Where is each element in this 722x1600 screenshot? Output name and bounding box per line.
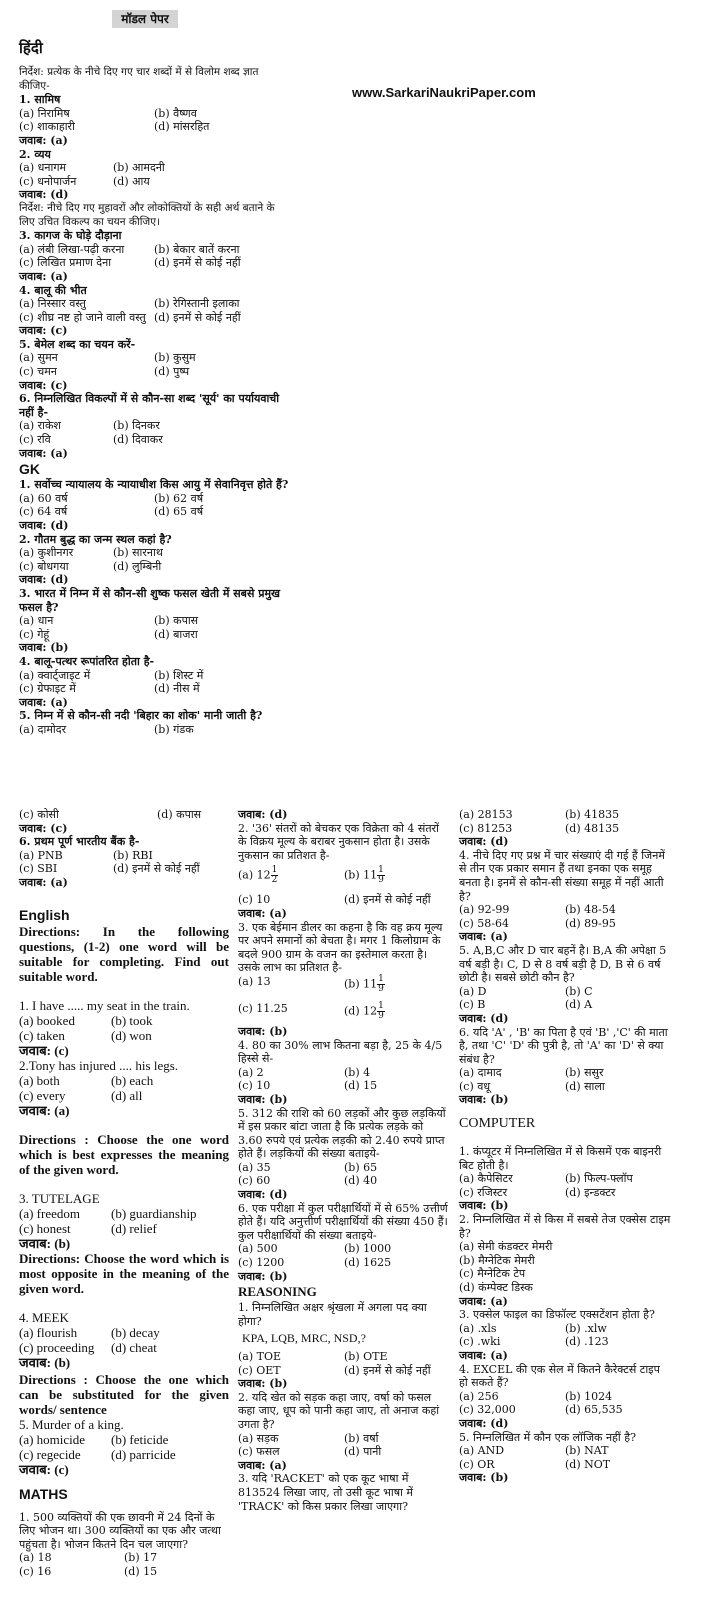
gk-question-2: 2. गौतम बुद्ध का जन्म स्थल कहां है? (a) कुशीनगर (b) सारनाथ (c) बोधगया (d) लुम्बिनी जवाब: (d): [19, 533, 289, 587]
english-question-4: 4. MEEK (a) flourish (b) decay (c) proceeding (d) cheat जवाब: (b): [19, 1310, 229, 1370]
page-title: मॉडल पेपर: [112, 10, 178, 28]
answer: जवाब: (b): [19, 1354, 71, 1370]
hindi-question-4: 4. बालू की भीत (a) निस्सार वस्तु (b) रेगिस्तानी इलाका (c) शीघ्र नष्ट हो जाने वाली वस्तु (d) इनमें से कोई नहीं जवाब: (c): [19, 284, 289, 338]
answer: जवाब: (a): [19, 133, 68, 147]
site-url[interactable]: www.SarkariNaukriPaper.com: [352, 85, 536, 100]
answer: जवाब: (d): [19, 573, 69, 587]
section-english-heading: English: [19, 906, 70, 923]
answer: जवाब: (a): [238, 1458, 287, 1472]
gk-question-5: 5. निम्न में से कौन-सी नदी 'बिहार का शोक' मानी जाती है? (a) दामोदर (b) गंडक: [19, 709, 263, 736]
maths-question-1: 1. 500 व्यक्तियों की एक छावनी में 24 दिनों के लिए भोजन था। 300 व्यक्तियों का एक और जत्था पहुंचता है। भोजन कितने दिन चल जाएगा? (a) 18 (b) 17 (c) 16 (d) 15: [19, 1510, 221, 1578]
answer: जवाब: (c): [19, 378, 68, 392]
answer: जवाब: (d): [238, 1188, 288, 1202]
answer: जवाब: (b): [459, 1093, 509, 1107]
answer: जवाब: (b): [238, 1269, 288, 1283]
maths-question-5: 5. 312 की राशि को 60 लड़कों और कुछ लड़कियों में इस प्रकार बांटा जाता है कि प्रत्येक लड़के को 3.60 रुपये एवं प्रत्येक लड़की को 2.40 रुपये प्राप्त होते हैं। लड़कियों की संख्या बताइये- (a) 35 (b) 65 (c) 60 (d) 40 जवाब: (d): [238, 1107, 450, 1202]
answer: जवाब: (c): [19, 821, 68, 835]
answer: जवाब: (a): [459, 1348, 508, 1362]
answer: जवाब: (c): [19, 324, 68, 338]
maths-question-4: 4. 80 का 30% लाभ कितना बड़ा है, 25 के 4/5 हिस्से से- (a) 2 (b) 4 (c) 10 (d) 15 जवाब: (b): [238, 1039, 450, 1107]
answer: जवाब: (d): [459, 835, 509, 849]
reasoning-question-3-start: 3. यदि 'RACKET' को एक कूट भाषा में 813524 लिखा जाए, तो उसी कूट भाषा में 'TRACK' को किस प्रकार लिखा जाएगा?: [238, 1472, 414, 1513]
answer: जवाब: (b): [459, 1199, 509, 1213]
answer: जवाब: (b): [459, 1471, 509, 1485]
section-reasoning-heading: REASONING: [238, 1284, 317, 1300]
computer-question-3: 3. एक्सेल फाइल का डिफॉल्ट एक्सटेंशन होता है? (a) .xls (b) .xlw (c) .wki (d) .123 जवाब: (a): [459, 1308, 671, 1362]
answer: जवाब: (b): [238, 1092, 288, 1106]
fraction: $\frac{1}{2}$: [271, 865, 278, 886]
answer: जवाब: (b): [19, 641, 69, 655]
english-question-2: 2.Tony has injured .... his legs. (a) both (b) each (c) every (d) all जवाब: (a): [19, 1058, 229, 1118]
reasoning-question-5: 5. A,B,C और D चार बहनें है। B,A की अपेक्षा 5 वर्ष बड़ी है। C, D से 8 वर्ष बड़ी है D, B से 6 वर्ष छोटी है। सबसे छोटी कौन है? (a) D (b) C (c) B (d) A जवाब: (d): [459, 944, 671, 1026]
english-question-1: 1. I have ..... my seat in the train. (a) booked (b) took (c) taken (d) won जवाब: (c): [19, 998, 229, 1058]
gk-question-4: 4. बालू-पत्थर रूपांतरित होता है- (a) क्वार्ट्जाइट में (b) शिस्ट में (c) ग्रेफाइट में (d) नीस में जवाब: (a): [19, 655, 289, 709]
english-direction-1: Directions: In the following questions, (1-2) one word will be suitable for completing. Find out suitable word.: [19, 923, 229, 984]
column-hindi-gk: [19, 40, 289, 737]
gk-question-3: 3. भारत में निम्न में से कौन-सी शुष्क फसल खेती में सबसे प्रमुख फसल है? (a) धान (b) कपास (c) गेहूं (d) बाजरा जवाब: (b): [19, 587, 289, 655]
answer: जवाब: (d): [19, 519, 69, 532]
answer: जवाब: (b): [19, 1235, 71, 1251]
english-block: [19, 906, 229, 1477]
section-gk-heading: GK: [19, 461, 40, 478]
computer-question-2: 2. निम्नलिखित में से किस में सबसे तेज एक्सेस टाइम है? (a) सेमी कंडक्टर मेमरी (b) मैग्नेटिक मेमरी (c) मैग्नेटिक टेप (d) कंम्पेक्ट डिस्क जवाब: (a): [459, 1213, 671, 1308]
hindi-question-2: 2. व्यय (a) धनागम (b) आमदनी (c) धनोपार्जन (d) आय जवाब: (d): [19, 148, 289, 202]
fraction: $\frac{1}{9}$: [378, 865, 384, 886]
answer: जवाब: (d): [459, 1011, 509, 1025]
english-direction-3: Directions: Choose the word which is most opposite in the meaning of the given word.: [19, 1250, 229, 1296]
reasoning-question-1: 1. निम्नलिखित अक्षर श्रृंखला में अगला पद क्या होगा? KPA, LQB, MRC, NSD,? (a) TOE (b) OTE (c) OET (d) इनमें से कोई नहीं जवाब: (b): [238, 1301, 450, 1391]
answer: जवाब: (d): [238, 808, 288, 821]
section-maths-heading: MATHS: [19, 1485, 68, 1502]
hindi-question-1: 1. सामिष (a) निरामिष (b) वैष्णव (c) शाकाहारी (d) मांसरहित जवाब: (a): [19, 93, 289, 147]
answer: जवाब: (a): [19, 875, 68, 889]
reasoning-question-6: 6. यदि 'A' , 'B' का पिता है एवं 'B' ,'C' की माता है, तथा 'C' 'D' की पुत्री है, तो 'A' का 'D' से क्या संबंध है? (a) दामाद (b) ससुर (c) वधू (d) साला जवाब: (b): [459, 1026, 671, 1108]
column-maths-reasoning: [238, 808, 450, 1513]
column-reasoning-computer: (a) 28153 (b) 41835 (c) 81253 (d) 48135 जवाब: (d) 4. नीचे दिए गए प्रश्न में चार संख्याएं दी गई हैं जिनमें से तीन एक प्रकार समान हैं तथा इनका एक समूह बनता है। इनमें से कौन-सी संख्या समूह में नहीं आती है? (a) 92-99 (b) 48-54 (c) 58-64 (d) 89-95 जवाब: (a) 5. A,B,C और D चार बहनें है। B,A की अपेक्षा 5 वर्ष बड़ी है। C, D से 8 वर्ष बड़ी है D, B से 6 वर्ष छोटी है। सबसे छोटी कौन है? (a) D (b) C (c) B (d) A जवाब: (d) 6. यदि 'A' , 'B' का पिता है एवं 'B' ,'C' की माता है, तथा 'C' 'D' की पुत्री है, तो 'A' का 'D' से क्या संबंध है? (a) दामाद (b) ससुर (c) वधू (d) साला जवाब: (b) COMPUTER 1. कंप्यूटर में निम्नलिखित में से किसमें एक बाइनरी बिट होती है। (a) कैपेसिटर (b) फिल्प-फ्लॉप (c) रजिस्टर (d) इन्डक्टर जवाब: (b) 2. निम्नलिखित में से किस में सबसे तेज एक्सेस टाइम है? (a) सेमी कंडक्टर मेमरी (b) मैग्नेटिक मेमरी (c) मैग्नेटिक टेप (d) कंम्पेक्ट डिस्क जवाब: (a) 3. एक्सेल फाइल का डिफॉल्ट एक्सटेंशन होता है? (a) .xls (b) .xlw (c) .wki (d) .123 जवाब: (a) 4. EXCEL की एक सेल में कितने कैरेक्टर्स टाइप हो सकते हैं? (a) 256 (b) 1024 (c) 32,000 (d) 65,535 जवाब: (d) 5. निम्नलिखित में कौन एक लॉजिक नहीं है? (a) AND (b) NAT (c) OR (d) NOT जवाब: (b): [459, 808, 671, 1485]
answer: जवाब: (a): [19, 1102, 70, 1118]
answer: जवाब: (a): [238, 906, 287, 920]
answer: जवाब: (c): [19, 1461, 69, 1477]
hindi-question-6: 6. निम्नलिखित विकल्पों में से कौन-सा शब्द 'सूर्य' का पर्यायवाची नहीं है- (a) राकेश (b) दिनकर (c) रवि (d) दिवाकर जवाब: (a): [19, 392, 289, 460]
reasoning-question-2: 2. यदि खेत को सड़क कहा जाए, वर्षा को फसल कहा जाए, धूप को पानी कहा जाए, तो अनाज कहां उगता है? (a) सड़क (b) वर्षा (c) फसल (d) पानी जवाब: (a): [238, 1391, 450, 1473]
computer-question-1: 1. कंप्यूटर में निम्नलिखित में से किसमें एक बाइनरी बिट होती है। (a) कैपेसिटर (b) फिल्प-फ्लॉप (c) रजिस्टर (d) इन्डक्टर जवाब: (b): [459, 1145, 671, 1213]
english-direction-2: Directions : Choose the one word which is best expresses the meaning of the given word.: [19, 1131, 229, 1177]
hindi-question-5: 5. बेमेल शब्द का चयन करें- (a) सुमन (b) कुसुम (c) चमन (d) पुष्प जवाब: (c): [19, 338, 289, 392]
answer: जवाब: (a): [459, 930, 508, 944]
answer: जवाब: (b): [238, 1024, 288, 1038]
answer: जवाब: (a): [19, 446, 68, 460]
answer: जवाब: (b): [238, 1377, 288, 1391]
hindi-direction-2: निर्देश: नीचे दिए गए मुहावरों और लोकोक्तियों के सही अर्थ बताने के लिए उचित विकल्प का चयन कीजिए।: [19, 201, 275, 228]
answer: जवाब: (a): [459, 1294, 508, 1308]
answer: जवाब: (a): [19, 695, 68, 709]
fraction: $\frac{1}{9}$: [378, 973, 384, 994]
answer: जवाब: (d): [19, 188, 69, 202]
section-computer-heading: COMPUTER: [459, 1116, 536, 1132]
hindi-question-3: 3. कागज के घोड़े दौड़ाना (a) लंबी लिखा-पढ़ी करना (b) बेकार बातें करना (c) लिखित प्रमाण देना (d) इनमें से कोई नहीं जवाब: (a): [19, 229, 289, 283]
reasoning-question-4: 4. नीचे दिए गए प्रश्न में चार संख्याएं दी गई हैं जिनमें से तीन एक प्रकार समान हैं तथा इनका एक समूह बनता है। इनमें से कौन-सी संख्या समूह में नहीं आती है? (a) 92-99 (b) 48-54 (c) 58-64 (d) 89-95 जवाब: (a): [459, 849, 671, 944]
computer-question-4: 4. EXCEL की एक सेल में कितने कैरेक्टर्स टाइप हो सकते हैं? (a) 256 (b) 1024 (c) 32,000 (d) 65,535 जवाब: (d): [459, 1363, 671, 1431]
column-english: (c) कोसी (d) कपास जवाब: (c) 6. प्रथम पूर्ण भारतीय बैंक है- (a) PNB (b) RBI (c) SBI (d) इनमें से कोई नहीं जवाब: (a) English Directions: In the following questions, (1-2) one word will be suitable for completing. Find out suitable word. 1. I have ..... my seat in the train. (a) booked (b) took (c) taken (d) won जवाब: (c) 2.Tony has injured .... his legs. (a) both (b) each (c) every (d) all जवाब: (a) Directions : Choose the one word which is best expresses the meaning of the given word. 3. TUTELAGE (a) freedom (b) guardianship (c) honest (d) relief जवाब: (b) Directions: Choose the word which is most opposite in the meaning of the given word. 4. MEEK (a) flourish (b) decay (c) proceeding (d) cheat जवाब: (b) Directions : Choose the one which can be substituted for the given words/ sentence 5. Murder of a king. (a) homicide (b) feticide (c) regecide (d) parricide जवाब: (c) MATHS 1. 500 व्यक्तियों की एक छावनी में 24 दिनों के लिए भोजन था। 300 व्यक्तियों का एक और जत्था पहुंचता है। भोजन कितने दिन चल जाएगा? (a) 18 (b) 17 (c) 16 (d) 15: [19, 808, 229, 1578]
gk-question-6: 6. प्रथम पूर्ण भारतीय बैंक है- (a) PNB (b) RBI (c) SBI (d) इनमें से कोई नहीं जवाब: (a): [19, 835, 229, 889]
letter-series: KPA, LQB, MRC, NSD,?: [242, 1331, 366, 1346]
answer: जवाब: (c): [19, 1042, 69, 1058]
gk-question-1: 1. सर्वोच्च न्यायालय के न्यायाधीश किस आयु में सेवानिवृत्त होते हैं? (a) 60 वर्ष (b) 62 वर्ष (c) 64 वर्ष (d) 65 वर्ष जवाब: (d): [19, 478, 289, 532]
english-direction-4: Directions : Choose the one which can be substituted for the given words/ sentence: [19, 1371, 229, 1417]
maths-question-3: 3. एक बेईमान डीलर का कहना है कि वह क्रय मूल्य पर अपने समानों को बेचता है। मगर 1 किलोग्राम के बदले 900 ग्राम के वजन का इस्तेमाल करता है। उसके लाभ का प्रतिशत है- (a) 13 (b) 11 $\frac{1}{9}$ (c) 11.25 (d) 12 $\frac{1}{9}$ जवाब: (b): [238, 921, 450, 1039]
hindi-direction-1: निर्देश: प्रत्येक के नीचे दिए गए चार शब्दों में से विलोम शब्द ज्ञात कीजिए-: [19, 66, 259, 92]
fraction: $\frac{1}{9}$: [378, 1000, 384, 1021]
maths-question-2: 2. '36' संतरों को बेचकर एक विक्रेता को 4 संतरों के विक्रय मूल्य के बराबर नुकसान होता है। उसके नुकसान का प्रतिशत है- (a) 12 $\frac{1}{2}$ (b) 11 $\frac{1}{9}$ (c) 10 (d) इनमें से कोई नहीं जवाब: (a): [238, 822, 450, 921]
maths-question-6: 6. एक परीक्षा में कुल परीक्षार्थियों में से 65% उत्तीर्ण होते हैं। यदि अनुत्तीर्ण परीक्षार्थियों की संख्या 450 हैं। कुल परीक्षार्थियों की संख्या बताइये- (a) 500 (b) 1000 (c) 1200 (d) 1625 जवाब: (b): [238, 1202, 450, 1284]
answer: जवाब: (a): [19, 269, 68, 283]
english-question-3: 3. TUTELAGE (a) freedom (b) guardianship (c) honest (d) relief जवाब: (b): [19, 1191, 229, 1251]
english-question-5: 5. Murder of a king. (a) homicide (b) feticide (c) regecide (d) parricide जवाब: (c): [19, 1417, 229, 1477]
computer-question-5: 5. निम्नलिखित में कौन एक लॉजिक नहीं है? (a) AND (b) NAT (c) OR (d) NOT जवाब: (b): [459, 1431, 671, 1485]
section-hindi-heading: हिंदी: [19, 40, 43, 57]
answer: जवाब: (d): [459, 1416, 509, 1430]
